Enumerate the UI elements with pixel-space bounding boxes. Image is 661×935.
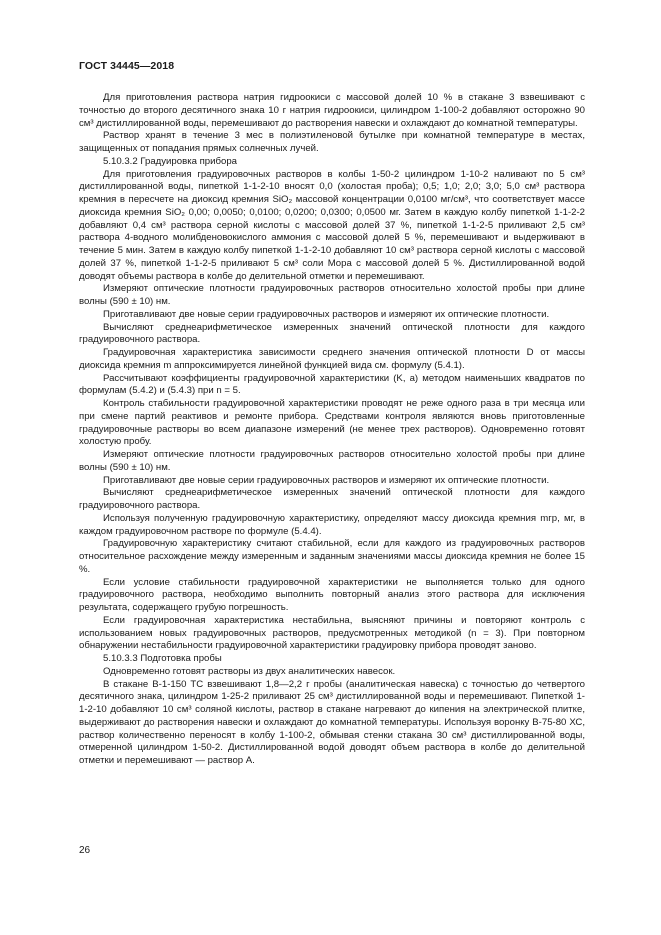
section-heading: 5.10.3.3 Подготовка пробы: [103, 653, 222, 664]
standard-header: ГОСТ 34445—2018: [79, 60, 175, 72]
section-heading: 5.10.3.2 Градуировка прибора: [103, 155, 237, 167]
paragraph: Используя полученную градуировочную характеристику, определяют массу диоксида кремния mгр, мг, в каждом градуировочном растворе по формуле (5.4.4).: [79, 512, 585, 537]
paragraph: Градуировочная характеристика зависимости среднего значения оптической плотности D от массы диоксида кремния m аппроксимируется линейной функцией вида см. формулу (5.4.1).: [79, 347, 585, 371]
paragraph: В стакане В-1-150 ТС взвешивают 1,8—2,2 г пробы (аналитическая навеска) с точностью до четвертого десятичного знака, цилиндром 1-25-2 приливают 25 см³ дистиллированной воды и перемешивают. Пипеткой 1-1-2-10 добавляют 10 см³ соляной кислоты, раствор в стакане нагревают до кипения на электрической плитке, выдерживают до растворения навески и охлаждают до комнатной температуры. Используя воронку В-75-80 ХС, раствор количественно переносят в колбу 1-100-2, обмывая стенки стакана 30 см³ дистиллированной воды, отмеренной цилиндром 1-50-2. Дистиллированной водой доводят объем раствора в колбе до делительной отметки и перемешивают — раствор А.: [79, 678, 585, 766]
paragraph: Если градуировочная характеристика нестабильна, выясняют причины и повторяют контроль с использованием новых градуировочных растворов, предусмотренных методикой (n = 3). При повторном обнаружении нестабильности градуировочной характеристики градуировку прибора проводят заново.: [79, 614, 585, 652]
paragraph: Раствор хранят в течение 3 мес в полиэтиленовой бутылке при комнатной температуре в местах, защищенных от попадания прямых солнечных лучей.: [79, 130, 585, 154]
paragraph: Вычисляют среднеарифметическое измеренных значений оптической плотности для каждого градуировочного раствора.: [79, 487, 585, 511]
document-body: [79, 92, 585, 768]
paragraph: Одновременно готовят растворы из двух аналитических навесок.: [103, 665, 396, 677]
paragraph: Измеряют оптические плотности градуировочных растворов относительно холостой пробы при длине волны (590 ± 10) нм.: [79, 449, 585, 473]
paragraph: Для приготовления раствора натрия гидроокиси с массовой долей 10 % в стакане 3 взвешивают с точностью до второго десятичного знака 10 г натрия гидроокиси, цилиндром 1-100-2 добавляют осторожно 90 см³ дистиллированной воды, перемешивают до растворения навески и охлаждают до комнатной температуры.: [79, 92, 585, 129]
paragraph: Для приготовления градуировочных растворов в колбы 1-50-2 цилиндром 1-10-2 наливают по 5 см³ дистиллированной воды, пипеткой 1-1-2-10 вносят 0,0 (холостая проба); 0,5; 1,0; 2,0; 3,0; 5,0 см³ раствора кремния в пересчете на диоксид кремния SiO₂ массовой концентрации 0,0100 мг/см³, что соответствует массе диоксида кремния SiO₂ 0,00; 0,0050; 0,0100; 0,0200; 0,0300; 0,0500 мг. Затем в каждую колбу пипеткой 1-1-2-2 добавляют 0,4 см³ раствора серной кислоты с массовой долей 37 %, пипеткой 1-1-2-5 приливают 2,5 см³ раствора 4-водного молибденовокислого аммония с массовой долей 5 %, перемешивают и выдерживают в течение 5 мин. Затем в каждую колбу пипеткой 1-1-2-10 добавляют 10 см³ раствора серной кислоты с массовой долей 37 %, пипеткой 1-1-2-5 приливают 5 см³ соли Мора с массовой долей 5 %. Дистиллированной водой доводят объемы раствора в колбе до делительной отметки и перемешивают.: [79, 168, 585, 282]
paragraph: Приготавливают две новые серии градуировочных растворов и измеряют их оптические плотности.: [103, 308, 550, 320]
paragraph: Вычисляют среднеарифметическое измеренных значений оптической плотности для каждого градуировочного раствора.: [79, 321, 585, 346]
paragraph: Рассчитывают коэффициенты градуировочной характеристики (K, a) методом наименьших квадратов по формулам (5.4.2) и (5.4.3) при n = 5.: [79, 372, 585, 397]
paragraph: Если условие стабильности градуировочной характеристики не выполняется только для одного градуировочного раствора, необходимо выполнить повторный анализ этого раствора для исключения результата, содержащего грубую погрешность.: [79, 576, 585, 613]
paragraph: Измеряют оптические плотности градуировочных растворов относительно холостой пробы при длине волны (590 ± 10) нм.: [79, 283, 585, 307]
paragraph: Градуировочную характеристику считают стабильной, если для каждого из градуировочных растворов относительное расхождение между измеренным и заданным значениями массы диоксида кремния не более 15 %.: [79, 538, 585, 575]
paragraph: Приготавливают две новые серии градуировочных растворов и измеряют их оптические плотности.: [103, 474, 550, 486]
page-number: 26: [79, 845, 91, 856]
paragraph: Контроль стабильности градуировочной характеристики проводят не реже одного раза в три месяца или при смене партий реактивов и ремонте прибора. Средствами контроля являются вновь приготовленные градуировочные растворы во всем диапазоне измерений (не менее трех растворов). Одновременно готовят холостую пробу.: [79, 398, 585, 448]
